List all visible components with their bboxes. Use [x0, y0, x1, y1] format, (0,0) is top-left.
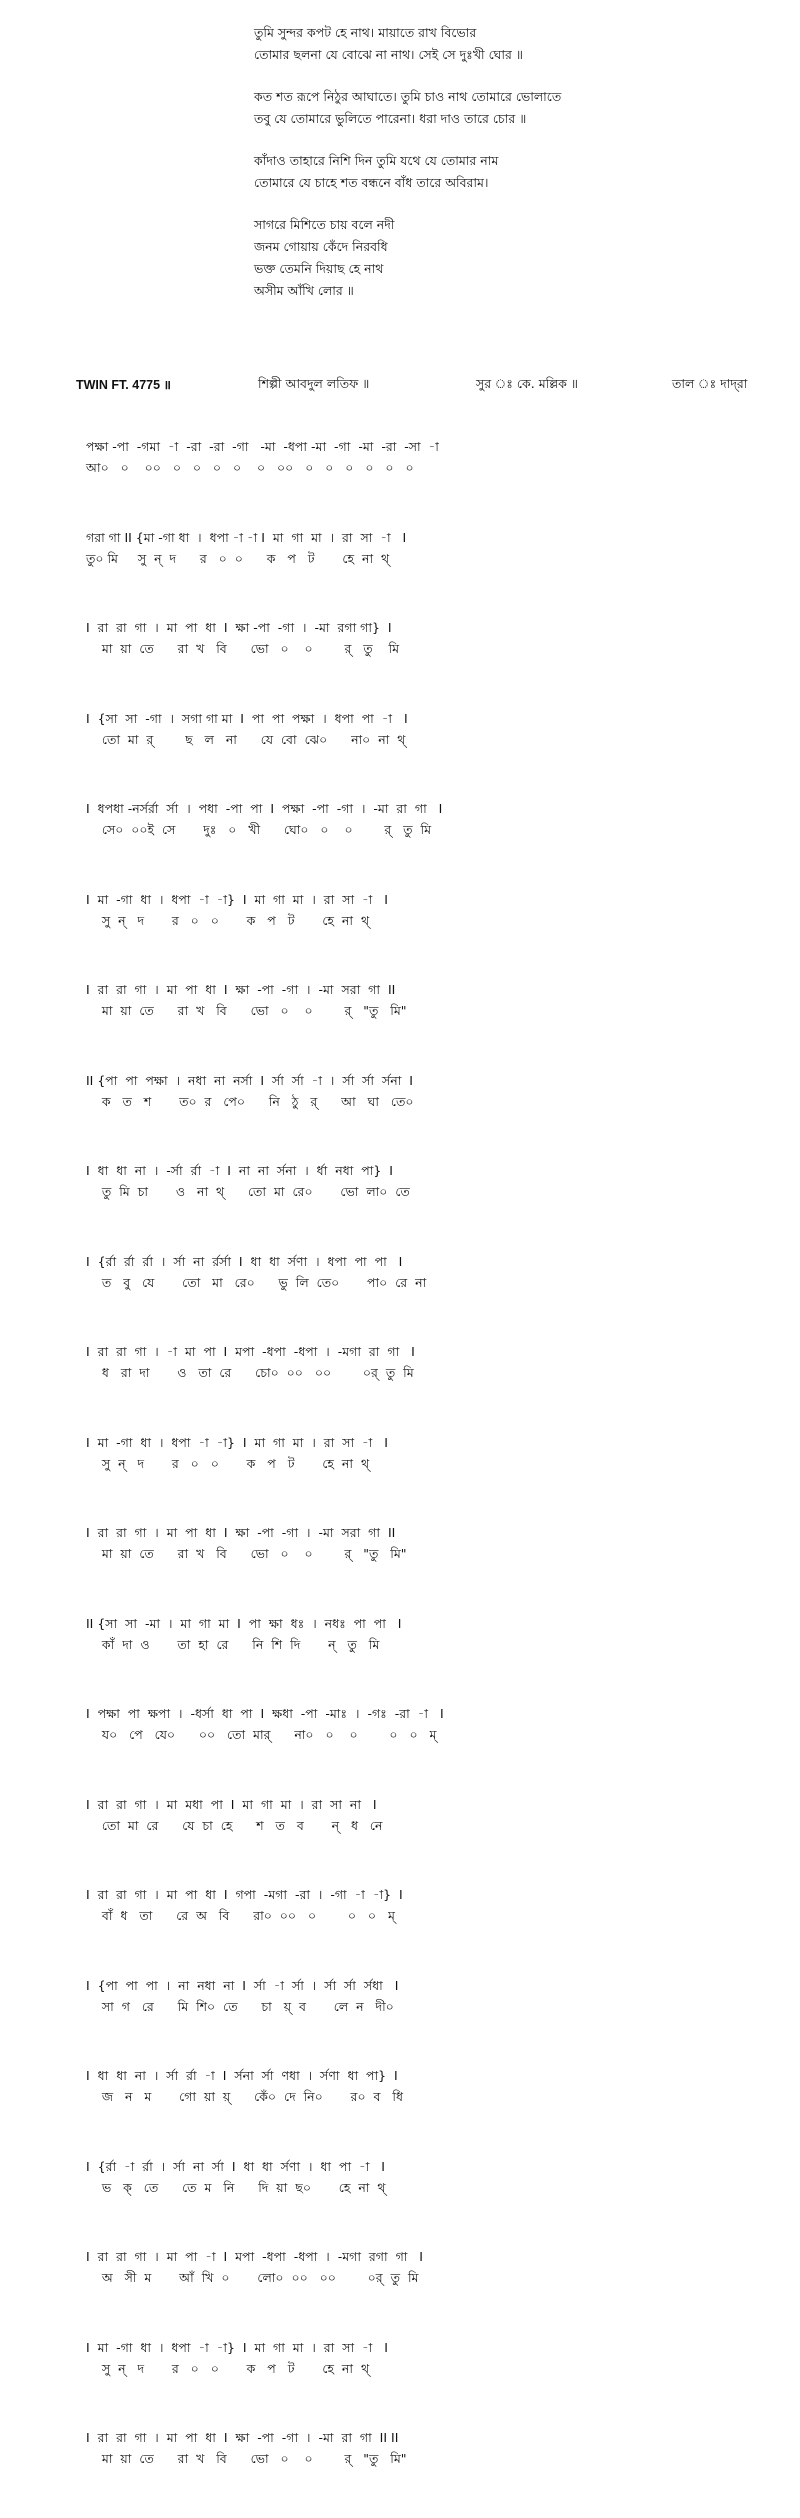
lyric-line: জনম গোয়ায় কেঁদে নিরবধি [254, 239, 388, 254]
syllable-row: ক ত শ ত০ র পে০ নি ঠু র্ আ ঘা তে০ [86, 1093, 414, 1109]
swara-row: I রা রা গা । -া মা পা I মপা -ধপা -ধপা । -মগা রা গা I [86, 1344, 415, 1359]
syllable-row: সু ন্ দ র ০ ০ ক প ট হে না থ্ [86, 2360, 370, 2376]
syllable-row: সে০ ০০ই সে দুঃ ০ খী ঘো০ ০ ০ র্ তু মি [86, 822, 432, 837]
swara-row: II {সা সা -মা । মা গা মা I পা ক্ষা ধঃ । নধঃ পা পা I [86, 1615, 402, 1631]
swara-row: I মা -গা ধা । ধপা -া -া} I মা গা মা । রা সা -া I [86, 891, 388, 907]
syllable-row: ত বু যে তো মা রে০ ভু লি তে০ পা০ রে না [86, 1274, 427, 1290]
lyrics-stanza-3 [254, 150, 674, 194]
swara-row: I রা রা গা । মা পা -া I মপা -ধপা -ধপা । -মগা রগা গা I [86, 2249, 423, 2264]
notation-block [86, 1160, 726, 1251]
notation-block [86, 1613, 726, 1704]
notation-block [86, 1432, 726, 1523]
notation-block [86, 2156, 726, 2247]
notation-block [86, 1884, 726, 1975]
lyric-line: তুমি সুন্দর কপট হে নাথ। মায়াতে রাখ বিভোর [254, 25, 477, 40]
syllable-row: ধ রা দা ও তা রে চো০ ০০ ০০ ০র্ তু মি [86, 1365, 414, 1380]
swara-row: I রা রা গা । মা পা ধা I ক্ষা -পা -গা । -মা সরা গা II [86, 1525, 396, 1540]
notation-block [86, 979, 726, 1070]
lyrics-stanza-2 [254, 86, 674, 130]
syllable-row: মা য়া তে রা খ বি ভো ০ ০ র্ "তু মি" [86, 2451, 407, 2466]
swara-row: I ধপধা -নর্সর্রা র্সা । পধা -পা পা I পক্ষা -পা -গা । -মা রা গা I [86, 801, 443, 816]
lyric-line: তবু যে তোমারে ভুলিতে পারেনা। ধরা দাও তারে চোর ॥ [254, 111, 527, 126]
syllable-row: মা য়া তে রা খ বি ভো ০ ০ র্ তু মি [86, 641, 400, 656]
swara-row: I রা রা গা । মা পা ধা I ক্ষা -পা -গা । -মা রগা গা} I [86, 620, 392, 635]
syllable-row: সু ন্ দ র ০ ০ ক প ট হে না থ্ [86, 1455, 370, 1471]
swara-row: I মা -গা ধা । ধপা -া -া} I মা গা মা । রা সা -া I [86, 2339, 388, 2355]
notation-block [86, 1703, 726, 1794]
syllable-row: বাঁ ধ তা রে অ বি রা০ ০০ ০ ০ ০ ম্ [86, 1908, 395, 1923]
lyric-line: কত শত রূপে নিঠুর আঘাতে। তুমি চাও নাথ তোমারে ভোলাতে [254, 89, 562, 104]
notation-section [86, 436, 726, 2518]
notation-block [86, 1070, 726, 1161]
lyrics-section [254, 22, 674, 322]
swara-row: I পক্ষা পা ক্ষপা । -ধর্সা ধা পা I ক্ষধা -পা -মাঃ । -গঃ -রা -া I [86, 1706, 444, 1721]
syllable-row: তো মা র্ ছ ল না যে বো ঝে০ না০ না থ্ [86, 731, 406, 747]
notation-block [86, 798, 726, 889]
syllable-row: অ সী ম আঁ খি ০ লো০ ০০ ০০ ০র্ তু মি [86, 2270, 419, 2285]
swara-row: I ধা ধা না । র্সা র্রা -া I র্সনা র্সা ণধা । র্সণা ধা পা} I [86, 2068, 398, 2083]
syllable-row: তো মা রে যে চা হে শ ত ব ন্ ধ নে [86, 1817, 383, 1833]
syllable-row: সু ন্ দ র ০ ০ ক প ট হে না থ্ [86, 912, 370, 928]
syllable-row: য০ পে যে০ ০০ তো মার্ না০ ০ ০ ০ ০ ম্ [86, 1727, 437, 1742]
notation-block [86, 1975, 726, 2066]
swara-row: I {পা পা পা । না নধা না I র্সা -া র্সা । র্সা র্সা র্সধা I [86, 1977, 399, 1993]
syllable-row: আ০ ০ ০০ ০ ০ ০ ০ ০ ০০ ০ ০ ০ ০ ০ ০ [86, 460, 414, 475]
swara-row: গরা গা II {মা -গা ধা । ধপা -া -া I মা গা মা । রা সা -া I [86, 529, 407, 545]
swara-row: I রা রা গা । মা পা ধা I গপা -মগা -রা । -গা -া -া} I [86, 1887, 403, 1902]
swara-row: পক্ষা -পা -গমা -া -রা -রা -গা -মা -ধপা -মা -গা -মা -রা -সা -া [86, 439, 439, 454]
swara-row: I {র্রা -া র্রা । র্সা না র্সা I ধা ধা র্সণা । ধা পা -া I [86, 2158, 385, 2174]
lyric-line: সাগরে মিশিতে চায় বলে নদী [254, 217, 395, 232]
syllable-row: তু০ মি সু ন্ দ র ০ ০ ক প ট হে না থ্ [86, 550, 390, 566]
notation-block [86, 2337, 726, 2428]
notation-block [86, 1341, 726, 1432]
swara-row: I {র্রা র্রা র্রা । র্সা না র্রর্সা I ধা ধা র্সণা । ধপা পা পা I [86, 1253, 403, 1269]
swara-row: I রা রা গা । মা পা ধা I ক্ষা -পা -গা । -মা সরা গা II [86, 982, 396, 997]
notation-block [86, 2065, 726, 2156]
notation-block [86, 2246, 726, 2337]
notation-block [86, 527, 726, 618]
syllable-row: সা গ রে মি শি০ তে চা য়্ ব লে ন দী০ [86, 1998, 394, 2014]
swara-row: I ধা ধা না । -র্সা র্রা -া I না না র্সনা । র্ধা নধা পা} I [86, 1163, 393, 1178]
notation-block [86, 2427, 726, 2518]
taal-credit: তাল ঃ দাদ্‌রা [672, 376, 748, 391]
syllable-row: কাঁ দা ও তা হা রে নি শি দি ন্ তু মি [86, 1636, 380, 1652]
lyrics-stanza-4 [254, 214, 674, 302]
lyrics-stanza-1 [254, 22, 674, 66]
composer-credit: সুর ঃ কে. মল্লিক ॥ [476, 376, 578, 391]
lyric-line: কাঁদাও তাহারে নিশি দিন তুমি যথে যে তোমার নাম [254, 153, 499, 168]
lyric-line: তোমারে যে চাহে শত বন্ধনে বাঁধ তারে অবিরাম। [254, 175, 489, 190]
syllable-row: জ ন ম গো য়া য়্ কেঁ০ দে নি০ র০ ব ধি [86, 2089, 403, 2104]
artist-credit: শিল্পী আবদুল লতিফ ॥ [258, 376, 370, 391]
syllable-row: মা য়া তে রা খ বি ভো ০ ০ র্ "তু মি" [86, 1546, 407, 1561]
swara-row: II {পা পা পক্ষা । নধা না নর্সা I র্সা র্সা -া । র্সা র্সা র্সনা I [86, 1072, 413, 1088]
notation-block [86, 1522, 726, 1613]
notation-block [86, 617, 726, 708]
syllable-row: তু মি চা ও না থ্ তো মা রে০ ভো লা০ তে [86, 1184, 410, 1199]
lyric-line: তোমার ছলনা যে বোঝে না নাথ। সেই সে দুঃখী ঘোর ॥ [254, 47, 523, 62]
syllable-row: ভ ক্ তে তে ম নি দি য়া ছ০ হে না থ্ [86, 2179, 386, 2195]
song-info-line [0, 376, 800, 398]
lyric-line: অসীম আঁখি লোর ॥ [254, 283, 354, 298]
notation-block [86, 1794, 726, 1885]
notation-block [86, 708, 726, 799]
swara-row: I রা রা গা । মা মধা পা I মা গা মা । রা সা না I [86, 1796, 377, 1812]
swara-row: I {সা সা -গা । সগা গা মা I পা পা পক্ষা । ধপা পা -া I [86, 710, 408, 726]
syllable-row: মা য়া তে রা খ বি ভো ০ ০ র্ "তু মি" [86, 1003, 407, 1018]
lyric-line: ভক্ত তেমনি দিয়াছ হে নাথ [254, 261, 384, 276]
swara-row: I মা -গা ধা । ধপা -া -া} I মা গা মা । রা সা -া I [86, 1434, 388, 1450]
swara-row: I রা রা গা । মা পা ধা I ক্ষা -পা -গা । -মা রা গা II II [86, 2430, 399, 2445]
record-code: TWIN FT. 4775 ॥ [76, 378, 172, 392]
notation-block [86, 436, 726, 527]
notation-block [86, 889, 726, 980]
notation-block [86, 1251, 726, 1342]
